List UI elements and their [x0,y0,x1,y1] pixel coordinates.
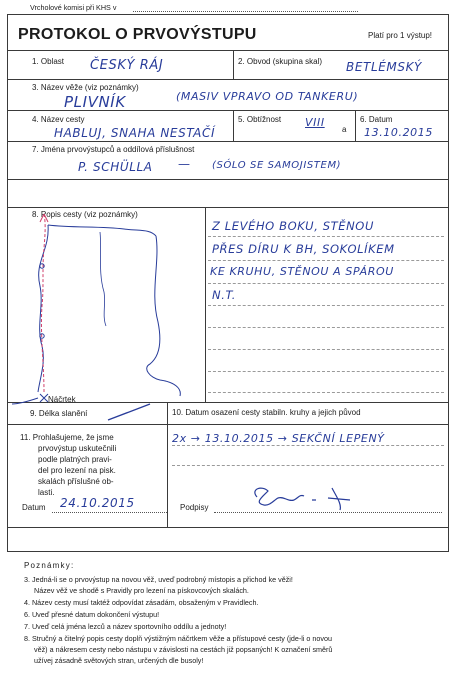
length-dash [108,404,150,420]
note-line: Název věž ve shodě s Pravidly pro lezení na pískovcových skalách. [34,586,249,595]
signature-scribble [255,488,350,510]
field-7-dash: — [178,157,191,171]
field-10-value: 2x → 13.10.2015 → SEKČNÍ LEPENÝ [172,432,385,445]
declaration-line-3: podle platných pravi- [38,455,112,464]
rock-outline-top [48,225,156,236]
field-7-note: (SÓLO SE SAMOJISTEM) [212,160,342,171]
declaration-line-2: prvovýstup uskutečnili [38,444,117,453]
datum-label: Datum [22,503,46,512]
datum-value: 24.10.2015 [60,496,135,510]
datum-line [52,512,167,513]
field-9-label: 9. Délka slanění [30,409,88,418]
route-description-line-1: Z LEVÉHO BOKU, STĚNOU [212,219,374,233]
field-3-value: PLIVNÍK [64,93,126,111]
note-line: 3. Jedná-li se o prvovýstup na novou věž, uveď podrobný místopis a přichod ke věži! [24,575,293,584]
value-line [172,465,444,466]
note-line: věž) a nákresem cesty nebo nástupu v závislosti na cestách již popsaných! K označení směrů [34,645,333,654]
notes-heading: Poznámky: [24,561,75,570]
field-3-label: 3. Název věže (viz poznámky) [32,83,139,92]
declaration-line-6: lasti. [38,488,55,497]
field-6-value: 13.10.2015 [364,126,433,139]
field-5-label: 5. Obtížnost [238,115,282,124]
form-title: PROTOKOL O PRVOVÝSTUPU [18,26,257,43]
rock-outline-right [147,236,181,396]
sketch-label: Náčrtek [48,395,76,404]
value-line [172,445,444,446]
valid-note: Platí pro 1 výstup! [368,31,433,40]
podpisy-line [214,512,442,513]
note-line: 7. Uveď celá jména lezců a název sportovního oddílu a jednoty! [24,622,227,631]
podpisy-label: Podpisy [180,503,209,512]
declaration-line-5: skalách příslušné ob- [38,477,114,486]
route-line [41,214,45,392]
committee-line: Vrcholové komisi při KHS v [30,3,117,12]
field-7-label: 7. Jména prvovýstupců a oddílová příslušnost [32,145,195,154]
declaration-line-4: del pro lezení na pisk. [38,466,116,475]
rock-outline-middle [100,232,106,326]
field-2-label: 2. Obvod (skupina skal) [238,57,323,66]
field-5-value: VIII [305,116,325,129]
field-2-value: BETLÉMSKÝ [346,60,422,74]
route-description-line-3: KE KRUHU, STĚNOU A SPÁROU [210,265,394,278]
field-6-label: 6. Datum [360,115,393,124]
descent-line [12,398,38,404]
field-7-value: P. SCHÜLLA [78,160,153,174]
note-line: užívej zásadně světových stran, určených dle busoly! [34,656,204,665]
field-10-label: 10. Datum osazení cesty stabiln. kruhy a jejich původ [172,408,361,417]
note-line: 6. Uveď přesné datum dokončení výstupu! [24,610,160,619]
note-line: 8. Stručný a čitelný popis cesty doplň výstižným náčrtkem věže a přístupové cesty (jde-li o novou [24,634,333,643]
field-5-suffix: a [342,125,347,134]
field-3-note: (MASIV VPRAVO OD TANKERU) [176,90,359,103]
route-description-line-4: N.T. [212,288,236,302]
field-1-label: 1. Oblast [32,57,65,66]
field-4-value: HABLUJ, SNAHA NESTAČÍ [54,126,216,140]
declaration-line-1: 11. Prohlašujeme, že jsme [20,433,114,442]
route-end-mark [40,394,48,402]
note-line: 4. Název cesty musí taktéž odpovídat zásadám, obsaženým v Pravidlech. [24,598,259,607]
field-1-value: ČESKÝ RÁJ [90,58,164,73]
field-4-label: 4. Název cesty [32,115,85,124]
field-8-label: 8. Popis cesty (viz poznámky) [32,210,138,219]
route-description-line-2: PŘES DÍRU K BH, SOKOLÍKEM [212,242,395,256]
